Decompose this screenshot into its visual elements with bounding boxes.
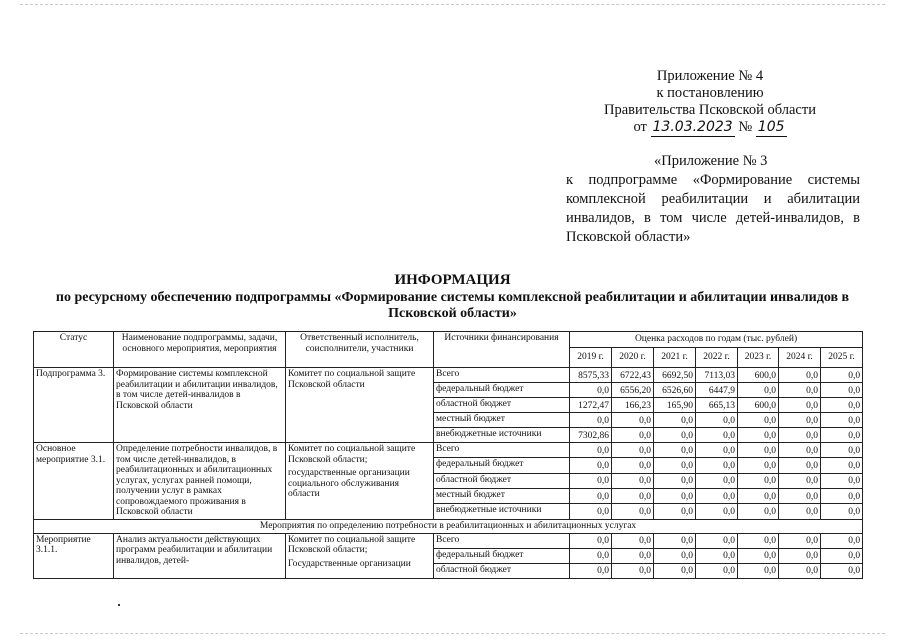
value-cell: 7302,86 (570, 428, 612, 443)
subprogram-name-cell: Формирование системы комплексной реабилитации и абилитации инвалидов, в том числе детей-инвалидов в Псковской области (114, 368, 286, 443)
year-header: 2020 г. (612, 348, 654, 368)
value-cell: 0,0 (612, 533, 654, 548)
table-row (34, 443, 863, 458)
source-cell: Всего (434, 443, 570, 458)
value-cell: 0,0 (654, 473, 696, 488)
value-cell: 0,0 (696, 413, 738, 428)
value-cell: 6722,43 (612, 368, 654, 383)
value-cell: 0,0 (779, 443, 821, 458)
scan-bottom-edge (20, 633, 885, 634)
value-cell: 0,0 (570, 533, 612, 548)
value-cell: 0,0 (738, 548, 779, 563)
value-cell: 0,0 (570, 473, 612, 488)
value-cell: 0,0 (738, 504, 779, 519)
section-row (34, 519, 863, 533)
prior-appendix-text: к подпрограмме «Формирование системы комплексной реабилитации и абилитации инвалидов, в том числе детей-инвалидов, в Псковской области» (566, 172, 860, 245)
value-cell: 0,0 (779, 398, 821, 413)
header-sources: Источники финансирования (434, 332, 570, 368)
year-header: 2023 г. (738, 348, 779, 368)
header-estimate: Оценка расходов по годам (тыс. рублей) (570, 332, 863, 348)
value-cell: 0,0 (612, 548, 654, 563)
status-cell: Подпрограмма 3. (34, 368, 114, 443)
year-header: 2024 г. (779, 348, 821, 368)
value-cell: 0,0 (696, 428, 738, 443)
value-cell: 0,0 (738, 443, 779, 458)
value-cell: 0,0 (654, 458, 696, 473)
value-cell: 0,0 (570, 563, 612, 578)
appendix-date-line (560, 119, 860, 136)
number-sign: № (738, 119, 753, 135)
status-cell: Мероприятие 3.1.1. (34, 533, 114, 578)
handwritten-number: 105 (757, 119, 785, 135)
value-cell: 0,0 (696, 504, 738, 519)
value-cell: 0,0 (821, 413, 863, 428)
value-cell: 0,0 (612, 458, 654, 473)
value-cell: 0,0 (738, 563, 779, 578)
value-cell: 0,0 (696, 473, 738, 488)
value-cell: 0,0 (779, 458, 821, 473)
document-subtitle: по ресурсному обеспечению подпрограммы «Формирование системы комплексной реабилитации и абилитации инвалидов в Псковской области» (55, 290, 850, 321)
activity-name-cell: Анализ актуальности действующих программ реабилитации и абилитации инвалидов, детей- (114, 533, 286, 578)
header-executor: Ответственный исполнитель, соисполнители, участники (286, 332, 434, 368)
executor-cell (286, 533, 434, 578)
value-cell: 0,0 (696, 548, 738, 563)
value-cell: 0,0 (738, 473, 779, 488)
value-cell: 0,0 (779, 413, 821, 428)
value-cell: 0,0 (821, 504, 863, 519)
value-cell: 0,0 (821, 563, 863, 578)
value-cell: 166,23 (612, 398, 654, 413)
header-name: Наименование подпрограммы, задачи, основного мероприятия, мероприятия (114, 332, 286, 368)
executor-text: Комитет по социальной защите Псковской области; (288, 534, 416, 555)
value-cell: 0,0 (821, 458, 863, 473)
value-cell: 0,0 (696, 488, 738, 503)
source-cell: областной бюджет (434, 398, 570, 413)
executor-cell (286, 368, 434, 443)
executor-cell (286, 443, 434, 520)
prior-appendix-title: «Приложение № 3 (654, 153, 768, 169)
source-cell: местный бюджет (434, 413, 570, 428)
prior-appendix (566, 152, 860, 247)
section-title: Мероприятия по определению потребности в реабилитационных и абилитационных услугах (34, 519, 863, 533)
value-cell: 0,0 (654, 428, 696, 443)
value-cell: 0,0 (779, 548, 821, 563)
value-cell: 0,0 (654, 413, 696, 428)
header-status: Статус (34, 332, 114, 368)
value-cell: 0,0 (570, 504, 612, 519)
value-cell: 7113,03 (696, 368, 738, 383)
value-cell: 0,0 (821, 488, 863, 503)
resource-table (33, 331, 863, 579)
appendix-to-resolution: к постановлению (656, 85, 764, 101)
value-cell: 0,0 (821, 473, 863, 488)
value-cell: 0,0 (612, 473, 654, 488)
value-cell: 1272,47 (570, 398, 612, 413)
value-cell: 165,90 (654, 398, 696, 413)
value-cell: 0,0 (779, 533, 821, 548)
value-cell: 0,0 (654, 443, 696, 458)
source-cell: федеральный бюджет (434, 383, 570, 398)
appendix-government: Правительства Псковской области (604, 102, 816, 118)
value-cell: 0,0 (779, 563, 821, 578)
value-cell: 0,0 (738, 413, 779, 428)
value-cell: 0,0 (570, 488, 612, 503)
value-cell: 0,0 (654, 563, 696, 578)
table-row (34, 533, 863, 548)
source-cell: Всего (434, 368, 570, 383)
executor-text: государственные организации социального обслуживания области (288, 468, 410, 499)
source-cell: федеральный бюджет (434, 548, 570, 563)
value-cell: 0,0 (779, 488, 821, 503)
value-cell: 0,0 (738, 383, 779, 398)
value-cell: 6692,50 (654, 368, 696, 383)
value-cell: 0,0 (570, 383, 612, 398)
executor-text: Комитет по социальной защите Псковской области; (288, 444, 416, 465)
source-cell: федеральный бюджет (434, 458, 570, 473)
document-title: ИНФОРМАЦИЯ (394, 272, 511, 288)
value-cell: 0,0 (821, 548, 863, 563)
main-activity-name-cell: Определение потребности инвалидов, в том числе детей-инвалидов, в реабилитационных и абилитационных услугах, услугах ранней помощи, получении услуг в рамках сопровождаемого проживания в Псковской области (114, 443, 286, 520)
value-cell: 0,0 (779, 504, 821, 519)
value-cell: 0,0 (821, 383, 863, 398)
value-cell: 0,0 (738, 488, 779, 503)
value-cell: 0,0 (570, 548, 612, 563)
value-cell: 0,0 (779, 368, 821, 383)
appendix-number: Приложение № 4 (656, 68, 764, 84)
year-header: 2022 г. (696, 348, 738, 368)
appendix-header (560, 68, 860, 136)
table-row (34, 368, 863, 383)
value-cell: 0,0 (570, 443, 612, 458)
value-cell: 0,0 (696, 458, 738, 473)
source-cell: областной бюджет (434, 563, 570, 578)
date-prefix: от (633, 119, 647, 135)
value-cell: 0,0 (612, 563, 654, 578)
status-cell: Основное мероприятие 3.1. (34, 443, 114, 520)
handwritten-date: 13.03.2023 (652, 119, 733, 135)
value-cell: 0,0 (654, 548, 696, 563)
value-cell: 0,0 (612, 413, 654, 428)
year-header: 2019 г. (570, 348, 612, 368)
source-cell: внебюджетные источники (434, 504, 570, 519)
value-cell: 0,0 (570, 413, 612, 428)
source-cell: областной бюджет (434, 473, 570, 488)
value-cell: 0,0 (821, 533, 863, 548)
executor-text: Комитет по социальной защите Псковской области (288, 369, 416, 390)
value-cell: 0,0 (738, 458, 779, 473)
value-cell: 0,0 (821, 428, 863, 443)
value-cell: 0,0 (612, 443, 654, 458)
value-cell: 0,0 (779, 428, 821, 443)
source-cell: внебюджетные источники (434, 428, 570, 443)
value-cell: 6447,9 (696, 383, 738, 398)
value-cell: 0,0 (612, 504, 654, 519)
year-header: 2025 г. (821, 348, 863, 368)
source-cell: местный бюджет (434, 488, 570, 503)
value-cell: 0,0 (738, 533, 779, 548)
scan-top-edge (20, 4, 885, 5)
value-cell: 0,0 (696, 443, 738, 458)
value-cell: 665,13 (696, 398, 738, 413)
value-cell: 600,0 (738, 398, 779, 413)
value-cell: 0,0 (821, 368, 863, 383)
value-cell: 6556,20 (612, 383, 654, 398)
value-cell: 0,0 (654, 488, 696, 503)
value-cell: 0,0 (654, 533, 696, 548)
value-cell: 0,0 (570, 458, 612, 473)
value-cell: 600,0 (738, 368, 779, 383)
value-cell: 0,0 (821, 443, 863, 458)
value-cell: 0,0 (612, 488, 654, 503)
value-cell: 0,0 (779, 473, 821, 488)
source-cell: Всего (434, 533, 570, 548)
value-cell: 0,0 (612, 428, 654, 443)
value-cell: 0,0 (821, 398, 863, 413)
scan-speck (118, 604, 120, 606)
value-cell: 6526,60 (654, 383, 696, 398)
value-cell: 0,0 (779, 383, 821, 398)
executor-text: Государственные организации (288, 558, 411, 569)
value-cell: 0,0 (738, 428, 779, 443)
value-cell: 0,0 (654, 504, 696, 519)
year-header: 2021 г. (654, 348, 696, 368)
value-cell: 0,0 (696, 563, 738, 578)
value-cell: 8575,33 (570, 368, 612, 383)
value-cell: 0,0 (696, 533, 738, 548)
